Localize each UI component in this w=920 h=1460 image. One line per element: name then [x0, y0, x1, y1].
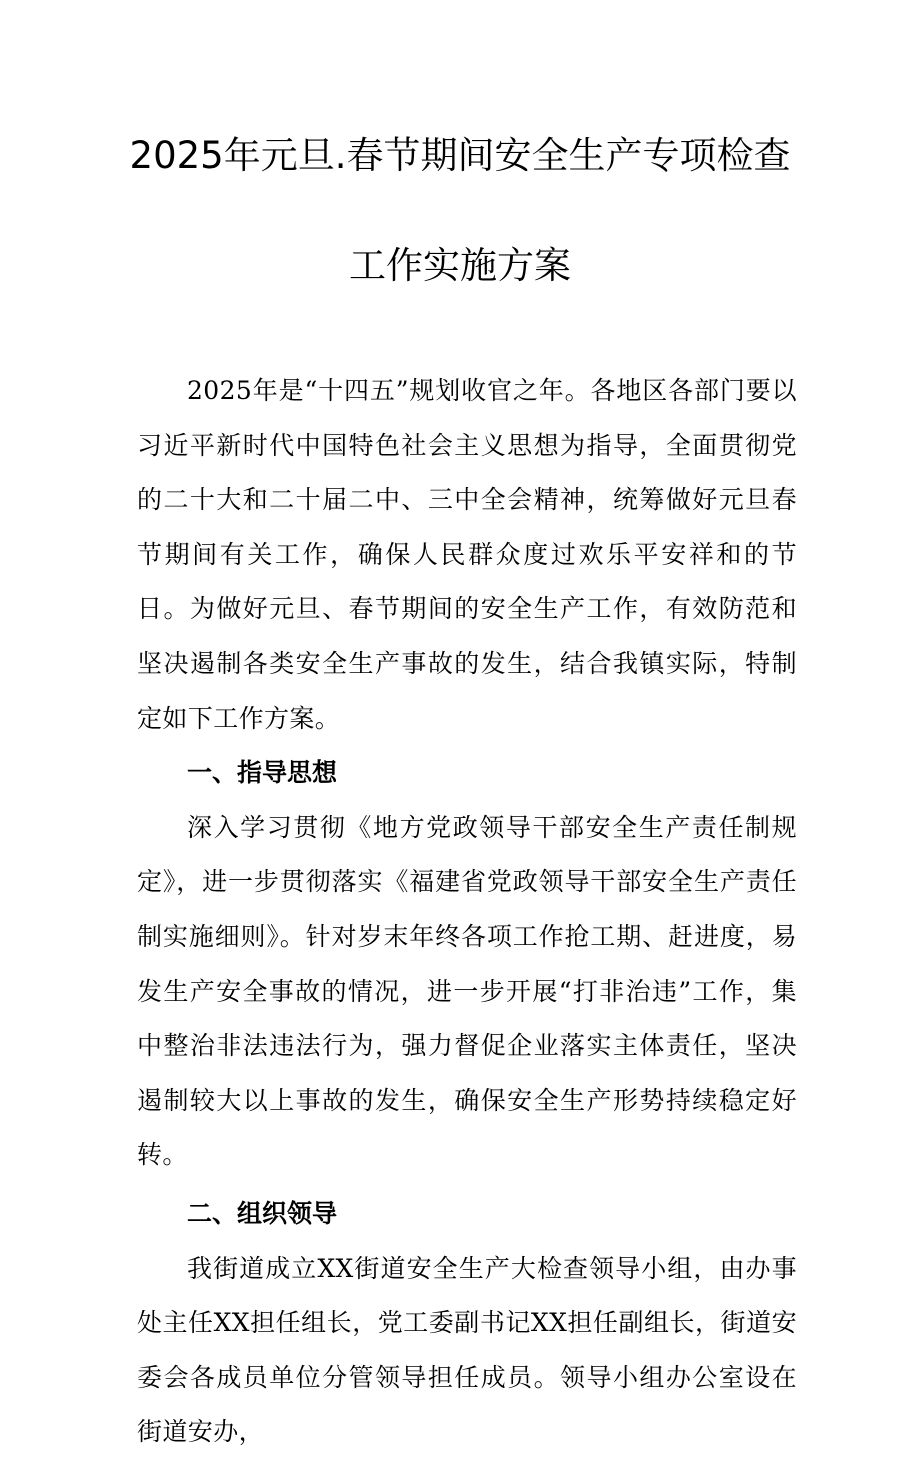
- intro-paragraph: 2025年是“十四五”规划收官之年。各地区各部门要以习近平新时代中国特色社会主义思想为指导，全面贯彻党的二十大和二十届二中、三中全会精神，统筹做好元旦春节期间有关工作，确保人民群众度过欢乐平安祥和的节日。为做好元旦、春节期间的安全生产工作，有效防范和坚决遏制各类安全生产事故的发生，结合我镇实际，特制定如下工作方案。: [137, 376, 797, 733]
- document-body: [137, 364, 797, 1460]
- section-heading-guiding-ideology: 一、指导思想: [187, 758, 338, 788]
- document-title-line-1: 2025年元旦.春节期间安全生产专项检查: [129, 134, 791, 177]
- section-paragraph-organization: 我街道成立XX街道安全生产大检查领导小组，由办事处主任XX担任组长，党工委副书记XX担任副组长，街道安委会各成员单位分管领导担任成员。领导小组办公室设在街道安办，: [137, 1253, 797, 1447]
- document-title-line-2: 工作实施方案: [349, 244, 571, 287]
- section-heading-organization: 二、组织领导: [187, 1198, 338, 1228]
- section-paragraph-guiding-ideology: 深入学习贯彻《地方党政领导干部安全生产责任制规定》，进一步贯彻落实《福建省党政领导干部安全生产责任制实施细则》。针对岁末年终各项工作抢工期、赶进度，易发生产安全事故的情况，进一步开展“打非治违”工作，集中整治非法违法行为，强力督促企业落实主体责任，坚决遏制较大以上事故的发生，确保安全生产形势持续稳定好转。: [137, 812, 797, 1170]
